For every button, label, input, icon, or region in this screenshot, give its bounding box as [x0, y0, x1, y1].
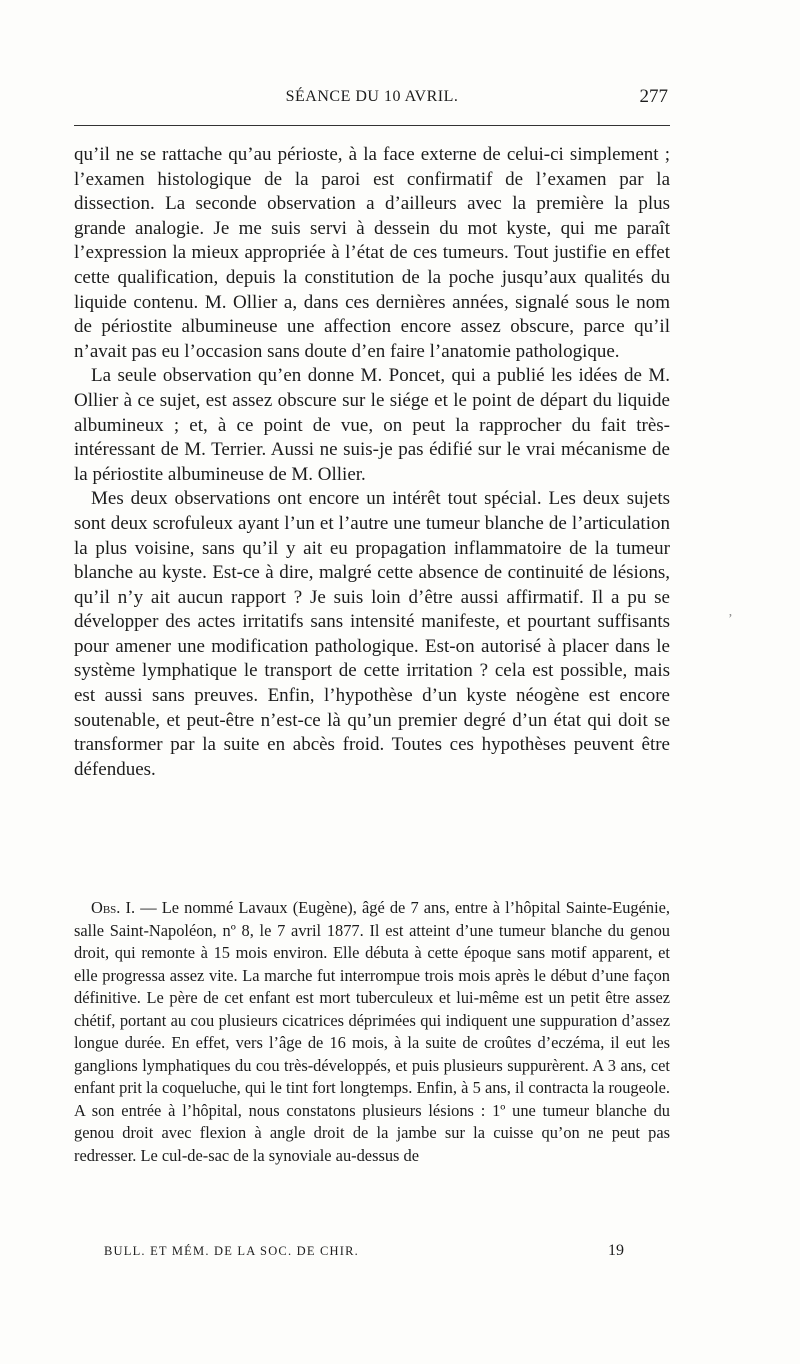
observation-label: Obs. I. [91, 898, 136, 917]
journal-signature-line: BULL. ET MÉM. DE LA SOC. DE CHIR. [104, 1244, 359, 1258]
paragraph: Mes deux observations ont encore un intérêt tout spécial. Les deux sujets sont deux scrofuleux ayant l’un et l’autre une tumeur blanche de l’articulation la plus voisine, sans qu’il y ait eu propagation inflammatoire de la tumeur blanche au kyste. Est-ce à dire, malgré cette absence de continuité de lésions, qu’il n’y ait aucun rapport ? Je suis loin d’être aussi affirmatif. Il a pu se développer des actes irritatifs sans intensité manifeste, et pourtant suffisants pour amener une modification pathologique. Est-on autorisé à placer dans le système lymphatique le transport de cette irritation ? cela est possible, mais est aussi sans preuves. Enfin, l’hypothèse d’un kyste néogène est encore soutenable, et peut-être n’est-ce là qu’un premier degré d’un état qui doit se transformer par la suite en abcès froid. Toutes ces hypothèses peuvent être défendues. [74, 488, 670, 780]
ink-speck-icon: ’ [728, 612, 733, 627]
observation-block [74, 897, 670, 1167]
main-text [74, 143, 670, 782]
paragraph: La seule observation qu’en donne M. Poncet, qui a publié les idées de M. Ollier à ce sujet, est assez obscure sur le siége et le point de départ du liquide albumineux ; et, à ce point de vue, on peut la rapprocher du fait très-intéressant de M. Terrier. Aussi ne suis-je pas édifié sur le vrai mécanisme de la périostite albumineuse de M. Ollier. [74, 365, 670, 485]
signature-mark: 19 [608, 1242, 624, 1259]
running-title: SÉANCE DU 10 AVRIL. [285, 88, 459, 105]
observation-text: — Le nommé Lavaux (Eugène), âgé de 7 ans, entre à l’hôpital Sainte-Eugénie, salle Saint-Napoléon, nº 8, le 7 avril 1877. Il est atteint d’une tumeur blanche du genou droit, qui remonte à 15 mois environ. Elle débuta à cette époque sans motif apparent, et elle progressa assez vite. La marche fut interrompue trois mois après le début d’une façon définitive. Le père de cet enfant est mort tuberculeux et lui-même est un petit être assez chétif, portant au cou plusieurs cicatrices déprimées qui indiquent une suppuration d’assez longue durée. En effet, vers l’âge de 16 mois, à la suite de croûtes d’eczéma, il eut les ganglions lymphatiques du cou très-développés, et puis plusieurs suppurèrent. A 3 ans, cet enfant prit la coqueluche, qui le tint fort longtemps. Enfin, à 5 ans, il contracta la rougeole. A son entrée à l’hôpital, nous constatons plusieurs lésions : 1º une tumeur blanche du genou droit avec flexion à angle droit de la jambe sur la cuisse qu’on ne peut pas redresser. Le cul-de-sac de la synoviale au-dessus de [74, 898, 670, 1165]
page-number: 277 [639, 86, 668, 107]
page-footer [104, 1242, 624, 1264]
header-rule [74, 125, 670, 126]
paragraph: qu’il ne se rattache qu’au périoste, à la face externe de celui-ci simplement ; l’examen histologique de la paroi est confirmatif de l’examen par la dissection. La seconde observation a d’ailleurs avec la première la plus grande analogie. Je me suis servi à dessein du mot kyste, qui me paraît l’expression la mieux appropriée à l’état de ces tumeurs. Tout justifie en effet cette qualification, depuis la constitution de la poche jusqu’aux qualités du liquide contenu. M. Ollier a, dans ces dernières années, signalé sous le nom de périostite albumineuse une affection encore assez obscure, parce qu’il n’avait pas eu l’occasion sans doute d’en faire l’anatomie pathologique. [74, 144, 670, 362]
running-header [74, 88, 670, 116]
observation-paragraph [74, 897, 670, 1167]
